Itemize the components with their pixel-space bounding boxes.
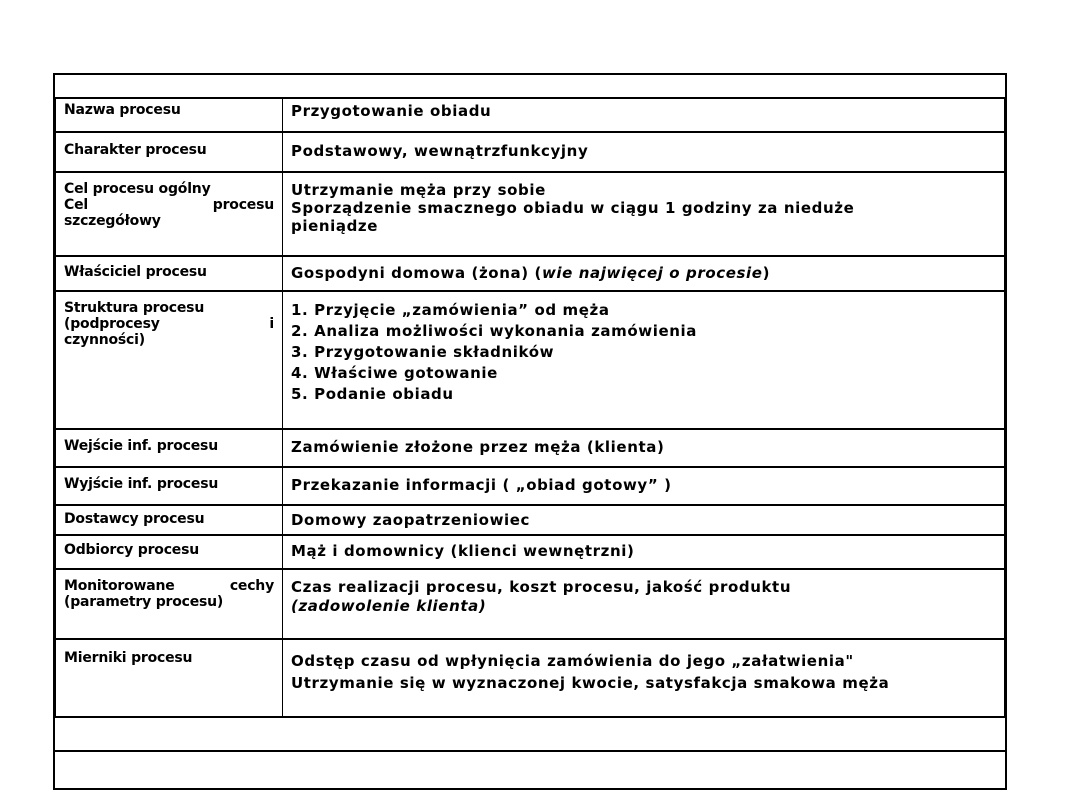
value-line: Utrzymanie męża przy sobie — [291, 180, 546, 199]
table-row — [56, 256, 1005, 291]
row-label: Wyjście inf. procesu — [56, 467, 283, 505]
row-value — [283, 569, 1005, 639]
row-label: Nazwa procesu — [56, 98, 283, 132]
process-card — [53, 73, 1007, 790]
label-line: (parametry procesu) — [64, 593, 224, 610]
value-line: 1. Przyjęcie „zamówienia” od męża — [291, 300, 610, 319]
value-line: Sporządzenie smacznego obiadu w ciągu 1 godziny za nieduże — [291, 198, 855, 217]
table-row — [56, 569, 1005, 639]
row-label — [56, 291, 283, 429]
label-word: i — [269, 315, 274, 332]
process-table — [55, 97, 1005, 718]
row-value: Podstawowy, wewnątrzfunkcyjny — [283, 132, 1005, 172]
table-row — [56, 535, 1005, 569]
row-value — [283, 291, 1005, 429]
row-value: Przygotowanie obiadu — [283, 98, 1005, 132]
row-value — [283, 172, 1005, 256]
label-word: Monitorowane — [64, 577, 175, 594]
label-word: (podprocesy — [64, 315, 160, 332]
table-row — [56, 291, 1005, 429]
value-line: pieniądze — [291, 216, 379, 235]
value-text: ) — [762, 263, 771, 282]
table-row — [56, 98, 1005, 132]
label-line: Cel procesu ogólny — [64, 180, 211, 197]
table-row — [56, 172, 1005, 256]
value-italic: (zadowolenie klienta) — [291, 596, 487, 615]
footer-strip — [55, 750, 1005, 788]
table-row — [56, 639, 1005, 717]
label-line: szczegółowy — [64, 212, 161, 229]
row-label: Charakter procesu — [56, 132, 283, 172]
row-value — [283, 256, 1005, 291]
row-label: Właściciel procesu — [56, 256, 283, 291]
label-line — [64, 578, 274, 594]
row-value: Przekazanie informacji ( „obiad gotowy” ) — [283, 467, 1005, 505]
label-line: czynności) — [64, 331, 145, 348]
label-line: Struktura procesu — [64, 299, 205, 316]
row-label — [56, 569, 283, 639]
row-value: Mąż i domownicy (klienci wewnętrzni) — [283, 535, 1005, 569]
value-line: 5. Podanie obiadu — [291, 384, 454, 403]
label-line — [64, 316, 274, 332]
row-label — [56, 172, 283, 256]
value-line: Odstęp czasu od wpłynięcia zamówienia do jego „załatwienia" — [291, 651, 854, 670]
label-word: Cel — [64, 196, 88, 213]
table-row — [56, 132, 1005, 172]
value-line: 4. Właściwe gotowanie — [291, 363, 498, 382]
row-value: Zamówienie złożone przez męża (klienta) — [283, 429, 1005, 467]
row-value — [283, 639, 1005, 717]
header-strip — [55, 75, 1005, 99]
table-row — [56, 429, 1005, 467]
label-word: procesu — [212, 196, 274, 213]
row-label: Dostawcy procesu — [56, 505, 283, 535]
table-row — [56, 467, 1005, 505]
label-line — [64, 197, 274, 213]
value-italic: wie najwięcej o procesie — [541, 263, 763, 282]
value-line: 2. Analiza możliwości wykonania zamówienia — [291, 321, 698, 340]
table-row — [56, 505, 1005, 535]
value-text: Gospodyni domowa (żona) ( — [291, 263, 542, 282]
value-line: 3. Przygotowanie składników — [291, 342, 555, 361]
label-word: cechy — [229, 577, 274, 594]
row-label: Odbiorcy procesu — [56, 535, 283, 569]
row-label: Wejście inf. procesu — [56, 429, 283, 467]
value-line: Utrzymanie się w wyznaczonej kwocie, satysfakcja smakowa męża — [291, 673, 890, 692]
value-line: Czas realizacji procesu, koszt procesu, jakość produktu — [291, 577, 792, 596]
row-label: Mierniki procesu — [56, 639, 283, 717]
row-value: Domowy zaopatrzeniowiec — [283, 505, 1005, 535]
